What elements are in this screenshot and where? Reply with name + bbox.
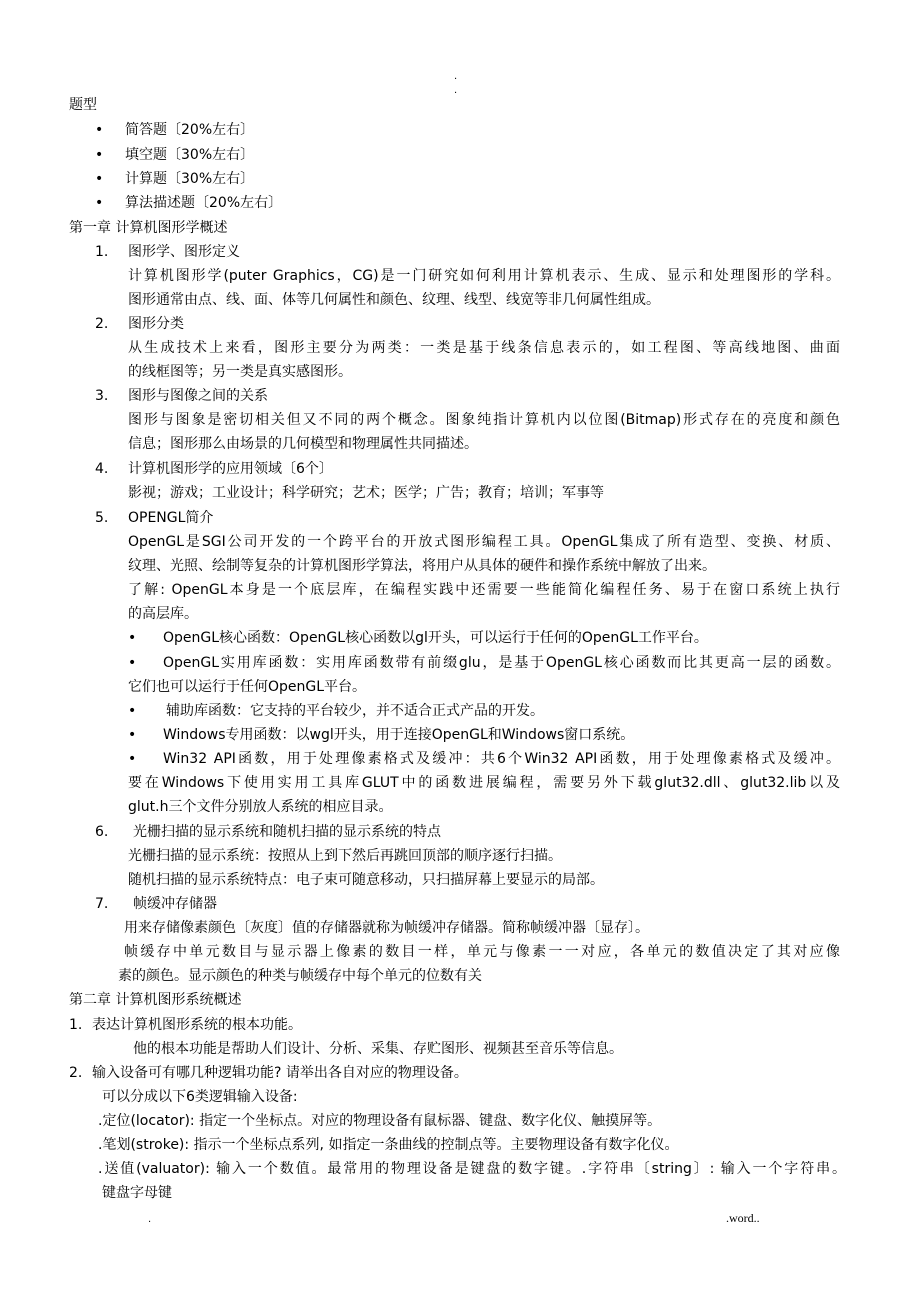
- chapter-1-title: 第一章 计算机图形学概述: [69, 220, 228, 236]
- paragraph-line: 的高层库。: [128, 606, 198, 622]
- bullet-item: OpenGL实用库函数：实用库函数带有前缀glu，是基于OpenGL核心函数而比其更高一层的函数。: [163, 655, 840, 671]
- answer-line: .定位(locator): 指定一个坐标点。对应的物理设备有鼠标器、键盘、数字化仪、触摸屏等。: [98, 1113, 662, 1129]
- section-title: 图形分类: [128, 316, 184, 332]
- bullet-icon: •: [95, 122, 104, 138]
- chapter-2-title: 第二章 计算机图形系统概述: [69, 992, 242, 1008]
- section-title: 光栅扫描的显示系统和随机扫描的显示系统的特点: [133, 824, 441, 840]
- paragraph-line: 计算机图形学(puter Graphics，CG)是一门研究如何利用计算机表示、生成、显示和处理图形的学科。: [128, 268, 840, 284]
- section-title: 帧缓冲存储器: [133, 896, 217, 912]
- paragraph-line: 的线框图等；另一类是真实感图形。: [128, 364, 352, 380]
- section-number: 7.: [95, 896, 109, 912]
- answer-line: .送值(valuator): 输入一个数值。最常用的物理设备是键盘的数字键。.字符串〔string〕: 输入一个字符串。: [98, 1161, 846, 1177]
- paragraph-line: OpenGL是SGI公司开发的一个跨平台的开放式图形编程工具。OpenGL集成了所有造型、变换、材质、: [128, 534, 840, 550]
- paragraph-line: 它们也可以运行于任何OpenGL平台。: [128, 679, 367, 695]
- section-title: 图形与图像之间的关系: [128, 388, 268, 404]
- bullet-icon: •: [95, 147, 104, 163]
- paragraph-line: 图形通常由点、线、面、体等几何属性和颜色、纹理、线型、线宽等非几何属性组成。: [128, 292, 660, 308]
- section-number: 5.: [95, 510, 109, 526]
- answer-line: .笔划(stroke): 指示一个坐标点系列, 如指定一条曲线的控制点等。主要物理设备有数字化仪。: [98, 1137, 679, 1153]
- paragraph-line: 从生成技术上来看，图形主要分为两类：一类是基于线条信息表示的，如工程图、等高线地图、曲面: [128, 340, 840, 356]
- question-type-item: 简答题〔20%左右〕: [125, 122, 255, 138]
- bullet-item: OpenGL核心函数：OpenGL核心函数以gl开头，可以运行于任何的OpenGL工作平台。: [163, 630, 708, 646]
- section-title: OPENGL简介: [128, 510, 214, 526]
- answer-line: 可以分成以下6类逻辑输入设备:: [102, 1089, 298, 1105]
- question-type-item: 算法描述题〔20%左右〕: [125, 195, 283, 211]
- section-number: 6.: [95, 824, 109, 840]
- question-type-item: 计算题〔30%左右〕: [125, 171, 255, 187]
- section-number: 2.: [95, 316, 109, 332]
- question-title: 输入设备可有哪几种逻辑功能? 请举出各自对应的物理设备。: [92, 1065, 468, 1081]
- question-number: 2.: [69, 1065, 83, 1081]
- bullet-icon: •: [95, 171, 104, 187]
- paragraph-line: 影视；游戏；工业设计；科学研究；艺术；医学；广告；教育；培训；军事等: [128, 485, 604, 501]
- bullet-item: Windows专用函数：以wgl开头，用于连接OpenGL和Windows窗口系统。: [163, 727, 635, 743]
- paragraph-line: 用来存储像素颜色〔灰度〕值的存储器就称为帧缓冲存储器。简称帧缓冲器〔显存〕。: [124, 920, 649, 936]
- bullet-icon: •: [128, 751, 137, 767]
- question-type-item: 填空题〔30%左右〕: [125, 147, 255, 163]
- answer-line: 键盘字母键: [102, 1185, 172, 1201]
- section-title: 计算机图形学的应用领域〔6个〕: [128, 461, 333, 477]
- section-number: 1.: [95, 244, 109, 260]
- bullet-icon: •: [128, 727, 137, 743]
- question-number: 1.: [69, 1017, 83, 1033]
- section-number: 4.: [95, 461, 109, 477]
- footer-mark: .: [148, 1214, 152, 1225]
- bullet-item: 辅助库函数：它支持的平台较少，并不适合正式产品的开发。: [166, 703, 544, 719]
- header-mark: .: [454, 71, 458, 82]
- question-types-title: 题型: [69, 97, 97, 113]
- bullet-icon: •: [95, 195, 104, 211]
- header-mark-sub: .: [454, 85, 458, 96]
- paragraph-line: 素的颜色。显示颜色的种类与帧缓存中每个单元的位数有关: [118, 968, 482, 984]
- paragraph-line: 纹理、光照、绘制等复杂的计算机图形学算法，将用户从具体的硬件和操作系统中解放了出来。: [128, 558, 716, 574]
- paragraph-line: glut.h三个文件分别放人系统的相应目录。: [128, 799, 393, 815]
- bullet-icon: •: [128, 630, 137, 646]
- footer-text: .word..: [726, 1211, 760, 1225]
- paragraph-line: 要在Windows下使用实用工具库GLUT中的函数进展编程，需要另外下载glut32.dll、glut32.lib以及: [128, 775, 840, 791]
- section-title: 图形学、图形定义: [128, 244, 240, 260]
- question-title: 表达计算机图形系统的根本功能。: [92, 1017, 302, 1033]
- paragraph-line: 信息；图形那么由场景的几何模型和物理属性共同描述。: [128, 436, 478, 452]
- answer-line: 他的根本功能是帮助人们设计、分析、采集、存贮图形、视频甚至音乐等信息。: [133, 1041, 623, 1057]
- bullet-icon: •: [128, 655, 137, 671]
- bullet-item: Win32 API函数，用于处理像素格式及缓冲：共6个Win32 API函数，用于处理像素格式及缓冲。: [163, 751, 840, 767]
- paragraph-line: 帧缓存中单元数目与显示器上像素的数目一样，单元与像素一一对应，各单元的数值决定了其对应像: [124, 944, 840, 960]
- bullet-icon: •: [128, 703, 137, 719]
- paragraph-line: 了解: OpenGL本身是一个底层库，在编程实践中还需要一些能简化编程任务、易于在窗口系统上执行: [128, 582, 840, 598]
- paragraph-line: 随机扫描的显示系统特点：电子束可随意移动，只扫描屏幕上要显示的局部。: [128, 872, 604, 888]
- section-number: 3.: [95, 388, 109, 404]
- paragraph-line: 图形与图象是密切相关但又不同的两个概念。图象纯指计算机内以位图(Bitmap)形式存在的亮度和颜色: [128, 412, 840, 428]
- paragraph-line: 光栅扫描的显示系统：按照从上到下然后再跳回顶部的顺序逐行扫描。: [128, 848, 562, 864]
